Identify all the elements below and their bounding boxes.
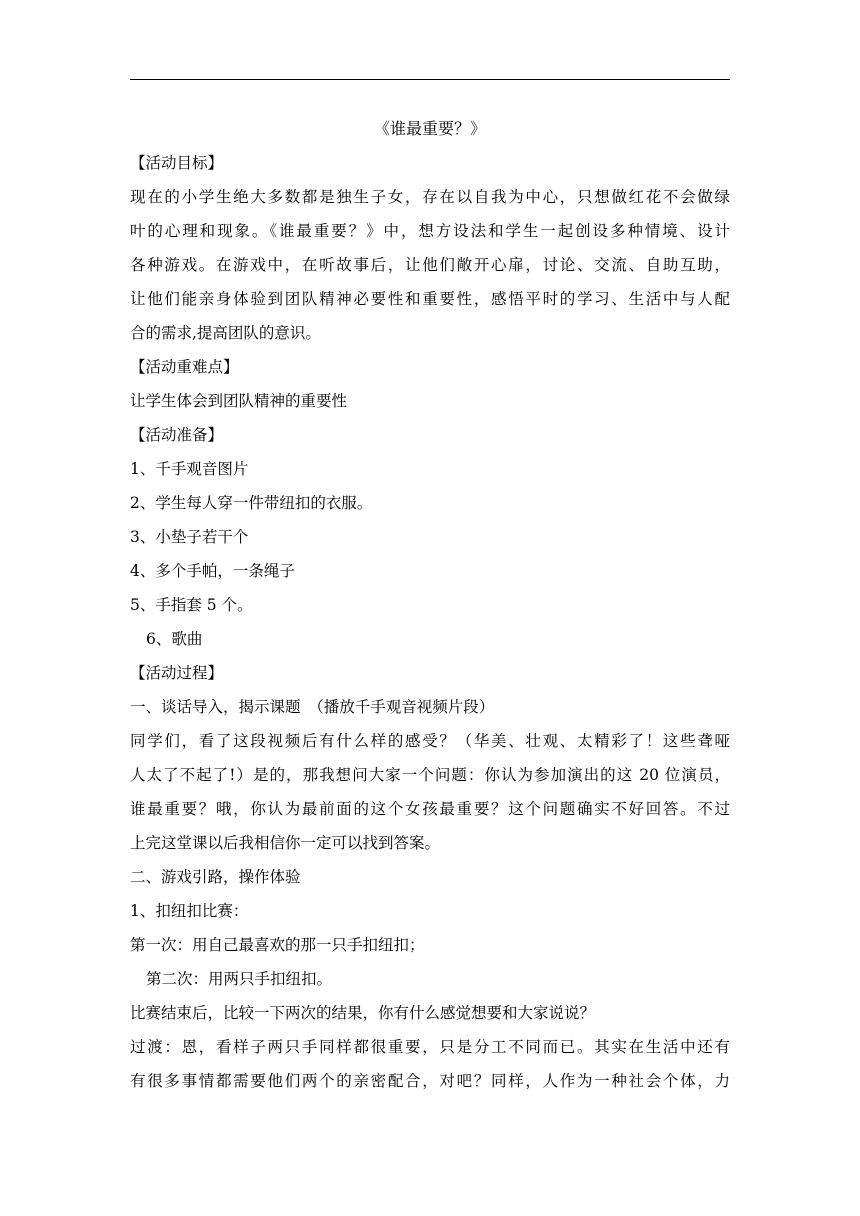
text-line: 叶的心理和现象。《谁最重要？》中，想方设法和学生一起创设多种情境、设计 [130,222,730,240]
text-line: 2、学生每人穿一件带纽扣的衣服。 [130,494,373,512]
text-line: 合的需求,提高团队的意识。 [130,324,321,342]
text-line: 人太了不起了!）是的，那我想问大家一个问题：你认为参加演出的这 20 位演员， [130,766,730,784]
text-line: 3、小垫子若干个 [130,528,249,546]
text-line: 让学生体会到团队精神的重要性 [130,392,348,410]
text-line: 谁最重要？哦，你认为最前面的这个女孩最重要？这个问题确实不好回答。不过 [130,800,730,818]
text-line: 5、手指套 5 个。 [130,596,253,614]
text-line: 一、谈话导入，揭示课题 （播放千手观音视频片段） [130,698,495,716]
text-line: 第二次：用两只手扣纽扣。 [146,970,333,988]
text-line: 过渡：恩，看样子两只手同样都很重要，只是分工不同而已。其实在生活中还有 [130,1038,730,1056]
text-line: 现在的小学生绝大多数都是独生子女，存在以自我为中心，只想做红花不会做绿 [130,188,730,206]
text-line: 【活动准备】 [130,426,224,444]
text-line: 【活动重难点】 [130,358,239,376]
text-line: 上完这堂课以后我相信你一定可以找到答案。 [130,834,441,852]
document-body [130,112,730,1098]
text-line: 【活动过程】 [130,664,224,682]
text-line: 各种游戏。在游戏中，在听故事后，让他们敞开心扉，讨论、交流、自助互助， [130,256,730,274]
text-line: 6、歌曲 [146,630,203,648]
text-line: 第一次：用自己最喜欢的那一只手扣纽扣； [130,936,425,954]
text-line: 4、多个手帕，一条绳子 [130,562,295,580]
text-line: 同学们，看了这段视频后有什么样的感受？（华美、壮观、太精彩了！这些聋哑 [130,732,730,750]
text-line: 二、游戏引路，操作体验 [130,868,301,886]
text-line: 【活动目标】 [130,154,224,172]
text-line: 让他们能亲身体验到团队精神必要性和重要性，感悟平时的学习、生活中与人配 [130,290,730,308]
text-line: 比赛结束后，比较一下两次的结果，你有什么感觉想要和大家说说？ [130,1004,596,1022]
text-line: 1、千手观音图片 [130,460,249,478]
header-rule [130,79,730,80]
document-title: 《谁最重要？》 [373,119,486,138]
text-line: 1、扣纽扣比赛： [130,902,249,920]
text-line: 有很多事情都需要他们两个的亲密配合，对吧？同样，人作为一种社会个体，力 [130,1072,730,1090]
body-lines [130,146,730,1098]
